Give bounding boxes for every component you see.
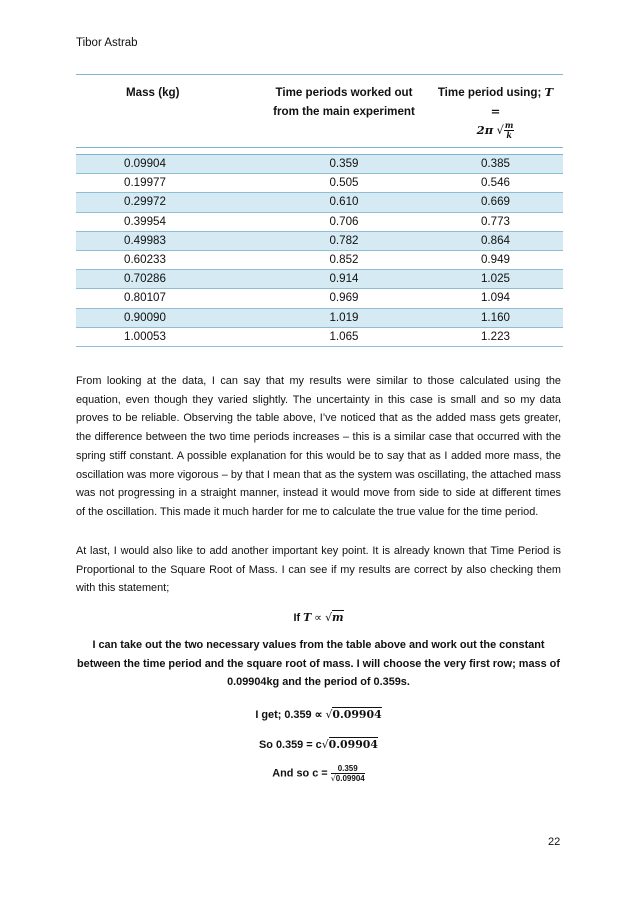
cell-formula-period: 0.864: [428, 231, 563, 250]
sqrt-symbol: √: [325, 708, 333, 721]
cell-formula-period: 0.546: [428, 174, 563, 193]
relation-prefix: If: [293, 612, 301, 624]
header-formula-label: Time period using;: [437, 86, 542, 99]
running-header-author: Tibor Astrab: [76, 37, 138, 49]
equation-3-fraction: [331, 764, 365, 783]
equation-2-radicand: 0.09904: [328, 738, 378, 751]
formula-fraction: [504, 121, 514, 140]
relation-radicand: m: [332, 611, 344, 624]
equation-3-denominator-radicand: 0.09904: [335, 774, 365, 783]
cell-mass: 0.29972: [76, 193, 260, 212]
table-header-row: [76, 75, 563, 148]
equation-3-prefix: And so c =: [272, 767, 328, 780]
table-row: [76, 308, 563, 327]
equation-2-prefix: So 0.359 = c: [259, 739, 322, 751]
cell-formula-period: 0.773: [428, 212, 563, 231]
cell-experiment-period: 0.610: [260, 193, 428, 212]
equation-1-radicand: 0.09904: [332, 708, 382, 721]
method-paragraph: I can take out the two necessary values from the table above and work out the constant between the time period and the square root of mass. I will choose the very first row; mass of 0.09904kg and the period of 0.359s.: [77, 639, 560, 689]
cell-mass: 0.80107: [76, 289, 260, 308]
cell-mass: 0.49983: [76, 231, 260, 250]
formula-lhs: T =: [490, 85, 554, 118]
analysis-paragraph: From looking at the data, I can say that my results were similar to those calculated using the equation, even though they varied slightly. The uncertainty in this case is small and so my data proves to be reliable. Observing the table above, I’ve noticed that as the added mass gets greater, the difference between the two time periods increases – this is a similar case that occurred with the spring stiff constant. A possible explanation for this would be to say that as I added more mass, the oscillation was more vigorous – by that I mean that as the system was oscillating, the attached mass was not progressing in a straight manner, instead it would move from side to side at different times of the oscillation. This made it much harder for me to calculate the true value for the time period.: [76, 375, 561, 518]
equation-line-2: [76, 736, 561, 755]
cell-experiment-period: 0.914: [260, 270, 428, 289]
cell-formula-period: 1.025: [428, 270, 563, 289]
table-row: [76, 289, 563, 308]
cell-mass: 0.39954: [76, 212, 260, 231]
header-formula-periods: [428, 75, 563, 148]
cell-mass: 0.60233: [76, 250, 260, 269]
cell-experiment-period: 1.019: [260, 308, 428, 327]
cell-mass: 0.90090: [76, 308, 260, 327]
proportionality-paragraph: At last, I would also like to add another important key point. It is already known that Time Period is Proportional to the Square Root of Mass. I can see if my results are correct by also checking them with this statement;: [76, 545, 561, 595]
formula-denominator: k: [506, 130, 512, 141]
table-row: [76, 250, 563, 269]
results-table: [76, 74, 563, 347]
cell-formula-period: 1.160: [428, 308, 563, 327]
proportionality-relation: [76, 609, 561, 628]
table-row: [76, 155, 563, 174]
sqrt-symbol: √: [496, 123, 504, 137]
cell-experiment-period: 0.505: [260, 174, 428, 193]
cell-experiment-period: 0.969: [260, 289, 428, 308]
table-header-spacer: [76, 148, 563, 155]
cell-mass: 0.70286: [76, 270, 260, 289]
formula-numerator: m: [504, 120, 514, 131]
equation-line-3: [76, 764, 561, 783]
cell-formula-period: 1.094: [428, 289, 563, 308]
cell-experiment-period: 1.065: [260, 327, 428, 346]
page-number: 22: [548, 836, 561, 848]
cell-mass: 1.00053: [76, 327, 260, 346]
equation-3-denominator: [331, 774, 365, 783]
cell-experiment-period: 0.852: [260, 250, 428, 269]
header-mass: Mass (kg): [76, 75, 260, 148]
relation-lhs: T: [303, 611, 312, 624]
cell-experiment-period: 0.706: [260, 212, 428, 231]
table-row: [76, 327, 563, 346]
table-row: [76, 174, 563, 193]
cell-formula-period: 0.385: [428, 155, 563, 174]
cell-mass: 0.19977: [76, 174, 260, 193]
header-experiment-periods: Time periods worked out from the main experiment: [260, 75, 428, 148]
relation-symbol: ∝: [314, 611, 323, 624]
table-row: [76, 212, 563, 231]
equation-line-1: [76, 706, 561, 725]
cell-formula-period: 0.669: [428, 193, 563, 212]
cell-mass: 0.09904: [76, 155, 260, 174]
cell-experiment-period: 0.782: [260, 231, 428, 250]
cell-formula-period: 0.949: [428, 250, 563, 269]
table-row: [76, 193, 563, 212]
cell-experiment-period: 0.359: [260, 155, 428, 174]
cell-formula-period: 1.223: [428, 327, 563, 346]
equation-3-numerator: 0.359: [331, 764, 365, 774]
equation-1-prefix: I get; 0.359 ∝: [255, 709, 323, 721]
sqrt-symbol: √: [321, 738, 329, 751]
sqrt-symbol: √: [325, 611, 333, 624]
sqrt-symbol: √: [330, 774, 336, 783]
formula-coefficient: 2π: [476, 123, 494, 137]
table-row: [76, 270, 563, 289]
table-row: [76, 231, 563, 250]
